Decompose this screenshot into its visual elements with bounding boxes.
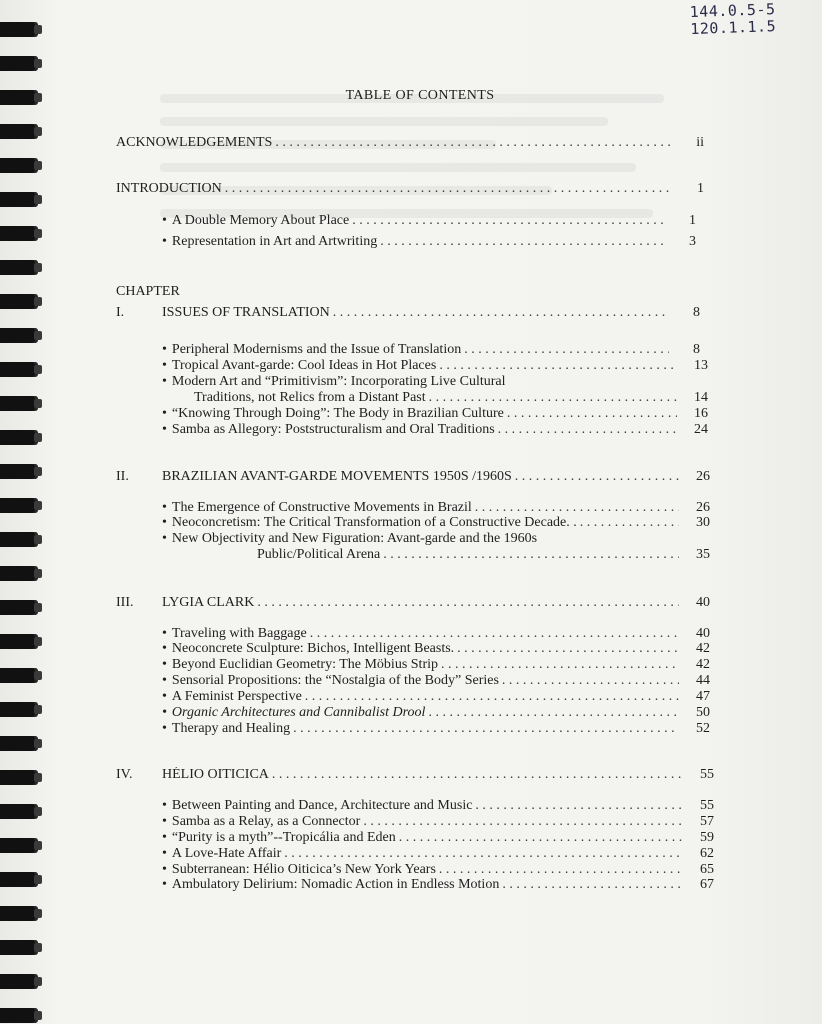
dot-leader	[457, 641, 679, 657]
binding-ring	[34, 807, 42, 816]
chapter-page: 55	[700, 767, 714, 782]
binding-ring	[34, 467, 42, 476]
chapter-numeral: III.	[116, 595, 134, 610]
toc-subentry-continuation	[257, 547, 710, 563]
dot-leader	[475, 500, 679, 516]
toc-subentry-label: • “Knowing Through Doing”: The Body in Brazilian Culture	[162, 406, 504, 422]
chapter-page: 26	[696, 469, 710, 484]
toc-subentry-page: 16	[694, 406, 708, 421]
chapter-page: 40	[696, 595, 710, 610]
toc-subentry-page: 13	[694, 358, 708, 373]
spiral-binding	[0, 0, 44, 1024]
toc-entry-page: 1	[697, 181, 704, 196]
binding-tab	[0, 736, 38, 751]
binding-ring	[34, 399, 42, 408]
dot-leader	[225, 181, 673, 197]
toc-subentry	[162, 830, 714, 846]
dot-leader	[293, 721, 679, 737]
binding-ring	[34, 773, 42, 782]
binding-tab	[0, 838, 38, 853]
dot-leader	[475, 798, 683, 814]
binding-tab	[0, 872, 38, 887]
toc-subentry	[162, 862, 714, 878]
binding-ring	[34, 535, 42, 544]
toc-subentry-label: • Beyond Euclidian Geometry: The Möbius Strip	[162, 657, 438, 673]
dot-leader	[257, 595, 679, 611]
dot-leader	[441, 657, 679, 673]
toc-subentry-page: 30	[696, 515, 710, 530]
toc-subentry-page: 55	[700, 798, 714, 813]
binding-ring	[34, 263, 42, 272]
binding-ring	[34, 93, 42, 102]
toc-subentry-page: 35	[696, 547, 710, 562]
binding-tab	[0, 260, 38, 275]
toc-subentry-page: 40	[696, 626, 710, 641]
binding-ring	[34, 875, 42, 884]
toc-subentry	[162, 626, 710, 642]
toc-subentry-label: • Neoconcretism: The Critical Transformation of a Constructive Decade. .	[162, 515, 577, 531]
toc-subentry-page: 24	[694, 422, 708, 437]
chapter-entry	[162, 305, 700, 321]
dot-leader	[428, 705, 679, 721]
toc-subentry-label: • Samba as Allegory: Poststructuralism and Oral Traditions	[162, 422, 495, 438]
toc-subentry	[162, 500, 710, 516]
handwritten-line: 120.1.1.5	[690, 17, 777, 39]
toc-subentry-label: • Therapy and Healing	[162, 721, 290, 737]
chapter-title: ISSUES OF TRANSLATION	[162, 305, 330, 320]
dot-leader	[429, 390, 677, 406]
chapter-entry	[162, 767, 714, 783]
toc-subentry-label: • Sensorial Propositions: the “Nostalgia of the Body” Series	[162, 673, 499, 689]
toc-subentry-page: 50	[696, 705, 710, 720]
toc-subentry-label: Public/Political Arena	[257, 547, 381, 562]
toc-subentry-page: 42	[696, 657, 710, 672]
chapter-title: HÉLIO OITICICA	[162, 767, 269, 782]
binding-tab	[0, 90, 38, 105]
binding-ring	[34, 705, 42, 714]
binding-tab	[0, 804, 38, 819]
binding-tab	[0, 770, 38, 785]
toc-entry	[116, 181, 704, 197]
toc-subentry-label: • New Objectivity and New Figuration: Avant-garde and the 1960s	[162, 531, 537, 547]
handwritten-note	[689, 0, 810, 38]
toc-subentry	[162, 721, 710, 737]
dot-leader	[502, 877, 683, 893]
toc-subentry	[162, 406, 708, 422]
binding-ring	[34, 433, 42, 442]
toc-subentry-continuation	[194, 390, 708, 406]
toc-subentry-page: 42	[696, 641, 710, 656]
toc-subentry	[162, 213, 696, 229]
toc-entry-label: INTRODUCTION	[116, 181, 222, 196]
chapter-entry	[162, 595, 710, 611]
binding-tab	[0, 396, 38, 411]
binding-ring	[34, 637, 42, 646]
binding-tab	[0, 498, 38, 513]
toc-subentry-label: • Between Painting and Dance, Architecture and Music	[162, 798, 472, 814]
dot-leader	[333, 305, 669, 321]
toc-subentry-page: 62	[700, 846, 714, 861]
toc-subentry	[162, 641, 710, 657]
page-title: TABLE OF CONTENTS	[345, 88, 495, 103]
toc-subentry	[162, 422, 708, 438]
binding-tab	[0, 532, 38, 547]
toc-subentry	[162, 705, 710, 721]
show-through-text	[160, 80, 720, 280]
toc-subentry-label: • Organic Architectures and Cannibalist Drool	[162, 705, 425, 721]
binding-tab	[0, 634, 38, 649]
binding-tab	[0, 566, 38, 581]
toc-subentry-page: 44	[696, 673, 710, 688]
binding-tab	[0, 124, 38, 139]
binding-ring	[34, 671, 42, 680]
dot-leader	[363, 814, 683, 830]
toc-subentry-label: • “Purity is a myth”--Tropicália and Eden	[162, 830, 396, 846]
chapter-page: 8	[693, 305, 700, 320]
toc-subentry	[162, 846, 714, 862]
toc-subentry-page: 65	[700, 862, 714, 877]
toc-subentry-label: • Subterranean: Hélio Oiticica’s New York Years	[162, 862, 436, 878]
toc-subentry-label: • Neoconcrete Sculpture: Bichos, Intelligent Beasts.	[162, 641, 454, 657]
toc-subentry-label: • A Double Memory About Place	[162, 213, 349, 229]
binding-ring	[34, 127, 42, 136]
binding-tab	[0, 192, 38, 207]
binding-tab	[0, 464, 38, 479]
dot-leader	[515, 469, 679, 485]
binding-ring	[34, 331, 42, 340]
toc-subentry	[162, 689, 710, 705]
dot-leader	[507, 406, 677, 422]
toc-subentry	[162, 234, 696, 250]
toc-subentry-label: • Modern Art and “Primitivism”: Incorporating Live Cultural	[162, 374, 506, 390]
dot-leader	[275, 135, 673, 151]
toc-subentry	[162, 673, 710, 689]
toc-subentry-label: • The Emergence of Constructive Movements in Brazil	[162, 500, 472, 516]
chapter-numeral: IV.	[116, 767, 133, 782]
toc-entry	[116, 135, 704, 151]
binding-ring	[34, 59, 42, 68]
toc-subentry-label: • Samba as a Relay, as a Connector	[162, 814, 360, 830]
binding-ring	[34, 195, 42, 204]
binding-tab	[0, 362, 38, 377]
binding-tab	[0, 702, 38, 717]
dot-leader	[439, 358, 677, 374]
binding-tab	[0, 940, 38, 955]
binding-ring	[34, 25, 42, 34]
binding-ring	[34, 161, 42, 170]
toc-subentry-page: 14	[694, 390, 708, 405]
binding-ring	[34, 297, 42, 306]
binding-tab	[0, 1008, 38, 1023]
binding-ring	[34, 229, 42, 238]
chapter-heading: CHAPTER	[116, 284, 180, 299]
dot-leader	[272, 767, 683, 783]
toc-subentry-label: Traditions, not Relics from a Distant Past	[194, 390, 426, 405]
binding-tab	[0, 56, 38, 71]
binding-tab	[0, 906, 38, 921]
binding-ring	[34, 569, 42, 578]
toc-subentry-page: 8	[693, 342, 700, 357]
binding-tab	[0, 430, 38, 445]
toc-subentry-label: • Peripheral Modernisms and the Issue of Translation	[162, 342, 461, 358]
toc-subentry-label: • Traveling with Baggage	[162, 626, 307, 642]
toc-subentry	[162, 798, 714, 814]
dot-leader	[498, 422, 677, 438]
dot-leader	[284, 846, 683, 862]
binding-ring	[34, 739, 42, 748]
binding-tab	[0, 22, 38, 37]
dot-leader	[305, 689, 679, 705]
dot-leader	[580, 515, 679, 531]
toc-subentry-page: 26	[696, 500, 710, 515]
binding-ring	[34, 501, 42, 510]
binding-ring	[34, 1011, 42, 1020]
toc-subentry-label: • Tropical Avant-garde: Cool Ideas in Hot Places	[162, 358, 436, 374]
toc-subentry-label: • A Feminist Perspective	[162, 689, 302, 705]
binding-tab	[0, 226, 38, 241]
toc-subentry-page: 3	[689, 234, 696, 249]
toc-subentry	[162, 657, 710, 673]
toc-subentry	[162, 342, 700, 358]
toc-subentry	[162, 877, 714, 893]
dot-leader	[310, 626, 679, 642]
dot-leader	[502, 673, 679, 689]
dot-leader	[383, 547, 679, 563]
toc-subentry-page: 59	[700, 830, 714, 845]
dot-leader	[380, 234, 665, 250]
toc-subentry-page: 57	[700, 814, 714, 829]
toc-subentry-page: 67	[700, 877, 714, 892]
binding-ring	[34, 841, 42, 850]
binding-ring	[34, 365, 42, 374]
binding-tab	[0, 974, 38, 989]
toc-subentry	[162, 814, 714, 830]
toc-subentry-label: • Ambulatory Delirium: Nomadic Action in Endless Motion	[162, 877, 499, 893]
binding-ring	[34, 603, 42, 612]
chapter-entry	[162, 469, 710, 485]
binding-tab	[0, 158, 38, 173]
binding-tab	[0, 600, 38, 615]
toc-entry-page: ii	[696, 135, 704, 150]
binding-ring	[34, 909, 42, 918]
binding-tab	[0, 328, 38, 343]
binding-ring	[34, 943, 42, 952]
dot-leader	[464, 342, 669, 358]
toc-subentry-page: 1	[689, 213, 696, 228]
handwritten-line: 144.0.5-5	[689, 0, 776, 22]
binding-tab	[0, 668, 38, 683]
dot-leader	[399, 830, 683, 846]
binding-ring	[34, 977, 42, 986]
binding-tab	[0, 294, 38, 309]
toc-subentry-label: • A Love-Hate Affair	[162, 846, 281, 862]
toc-subentry-page: 47	[696, 689, 710, 704]
chapter-numeral: I.	[116, 305, 125, 320]
dot-leader	[439, 862, 683, 878]
toc-subentry	[162, 358, 708, 374]
dot-leader	[352, 213, 665, 229]
toc-subentry-page: 52	[696, 721, 710, 736]
toc-subentry-label: • Representation in Art and Artwriting	[162, 234, 377, 250]
chapter-title: LYGIA CLARK	[162, 595, 255, 610]
chapter-numeral: II.	[116, 469, 129, 484]
toc-subentry	[162, 515, 710, 531]
chapter-title: BRAZILIAN AVANT-GARDE MOVEMENTS 1950S /1960S	[162, 469, 512, 484]
toc-entry-label: ACKNOWLEDGEMENTS	[116, 135, 273, 150]
